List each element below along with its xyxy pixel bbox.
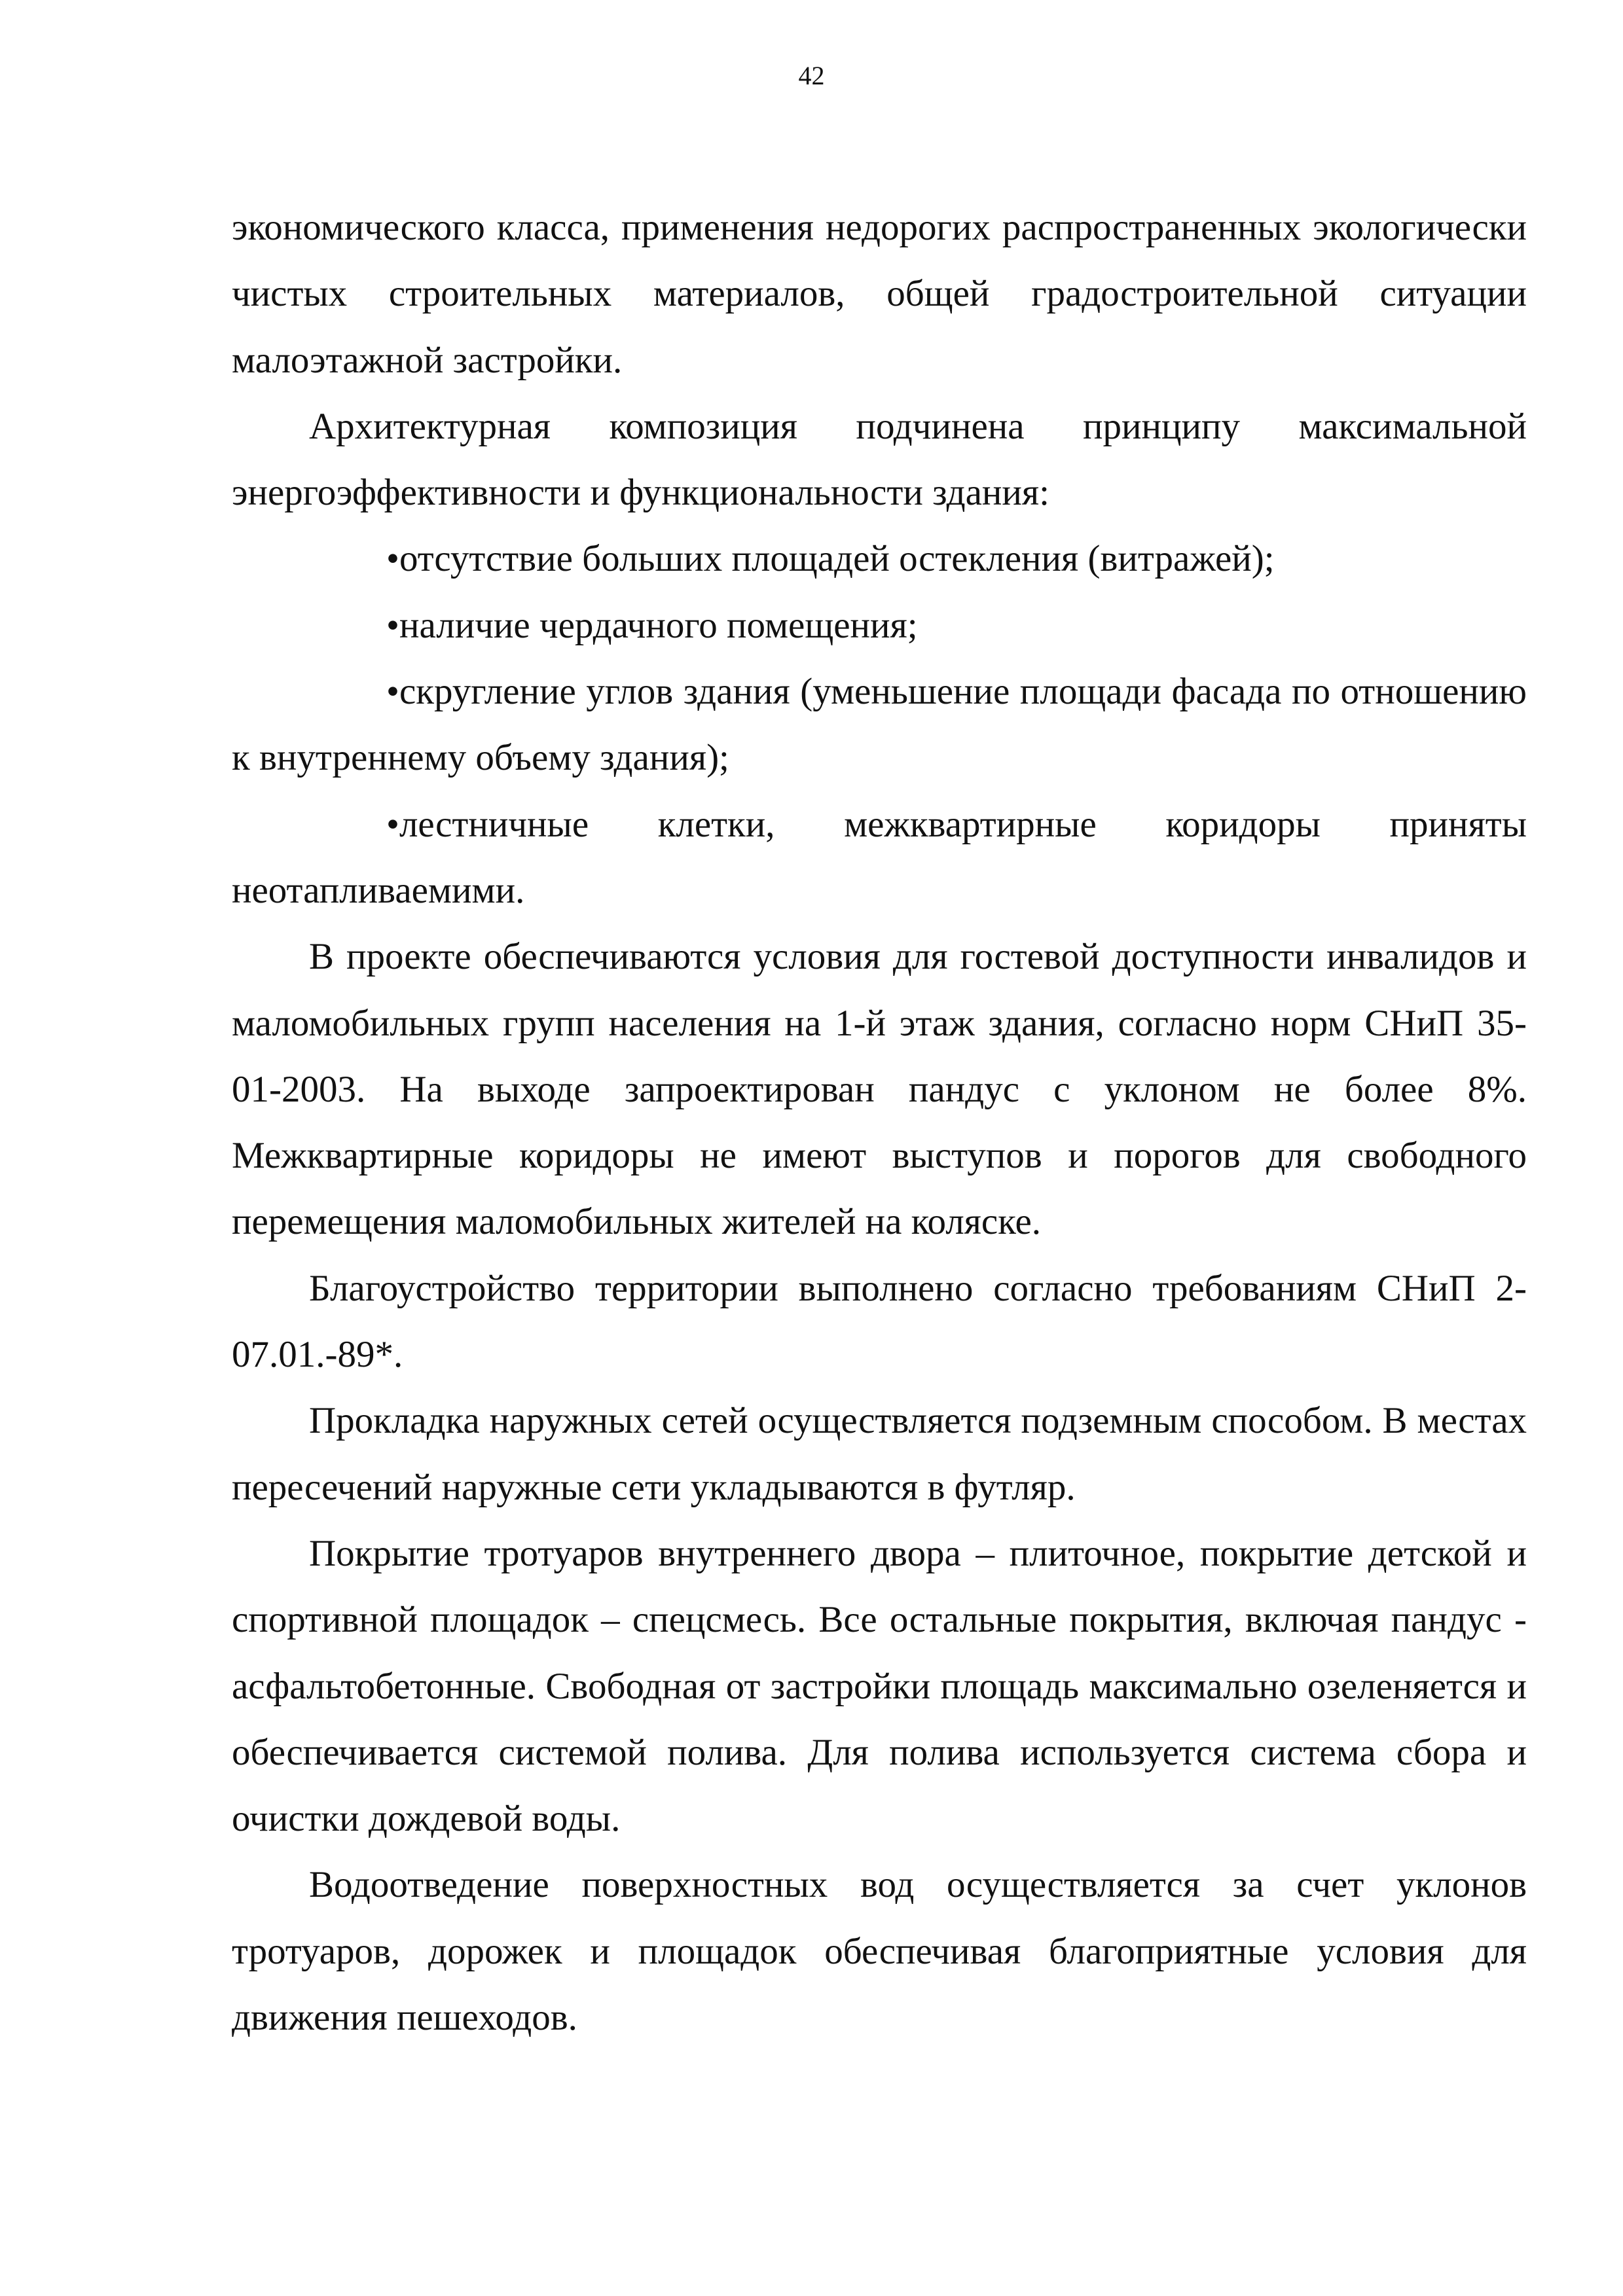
paragraph-landscaping: Благоустройство территории выполнено согласно требованиям СНиП 2-07.01.-89*. [232, 1267, 1527, 1376]
bullet-item [232, 791, 1527, 924]
bullet-icon: • [386, 671, 399, 713]
bullet-text: отсутствие больших площадей остекления (витражей); [399, 538, 1275, 580]
document-body [232, 194, 1527, 2051]
paragraph-accessibility: В проекте обеспечиваются условия для гостевой доступности инвалидов и маломобильных групп населения на 1-й этаж здания, согласно норм СНиП 35-01-2003. На выходе запроектирован пандус с уклоном не более 8%. Межквартирные коридоры не имеют выступов и порогов для свободного перемещения маломобильных жителей на коляске. [232, 936, 1527, 1243]
bullet-icon: • [386, 803, 399, 845]
paragraph-utilities: Прокладка наружных сетей осуществляется подземным способом. В местах пересечений наружные сети укладываются в футляр. [232, 1400, 1527, 1508]
paragraph-paving: Покрытие тротуаров внутреннего двора – плиточное, покрытие детской и спортивной площадок – спецсмесь. Все остальные покрытия, включая пандус - асфальтобетонные. Свободная от застройки площадь максимально озеленяется и обеспечивается системой полива. Для полива используется система сбора и очистки дождевой воды. [232, 1532, 1527, 1840]
bullet-icon: • [386, 538, 399, 580]
paragraph-drainage: Водоотведение поверхностных вод осуществляется за счет уклонов тротуаров, дорожек и площадок обеспечивая благоприятные условия для движения пешеходов. [232, 1864, 1527, 2039]
page-number: 42 [798, 61, 825, 90]
bullet-item [232, 658, 1527, 791]
bullet-icon: • [386, 604, 399, 646]
bullet-item [232, 526, 1527, 592]
bullet-text: лестничные клетки, межквартирные коридоры приняты неотапливаемими. [232, 803, 1527, 911]
bullet-text: наличие чердачного помещения; [399, 604, 918, 646]
bullet-text: скругление углов здания (уменьшение площади фасада по отношению к внутреннему объему здания); [232, 671, 1527, 779]
bullet-item [232, 592, 1527, 658]
paragraph-architecture: Архитектурная композиция подчинена принципу максимальной энергоэффективности и функциональности здания: [232, 405, 1527, 514]
paragraph-continuation: экономического класса, применения недорогих распространенных экологически чистых строительных материалов, общей градостроительной ситуации малоэтажной застройки. [232, 207, 1527, 381]
